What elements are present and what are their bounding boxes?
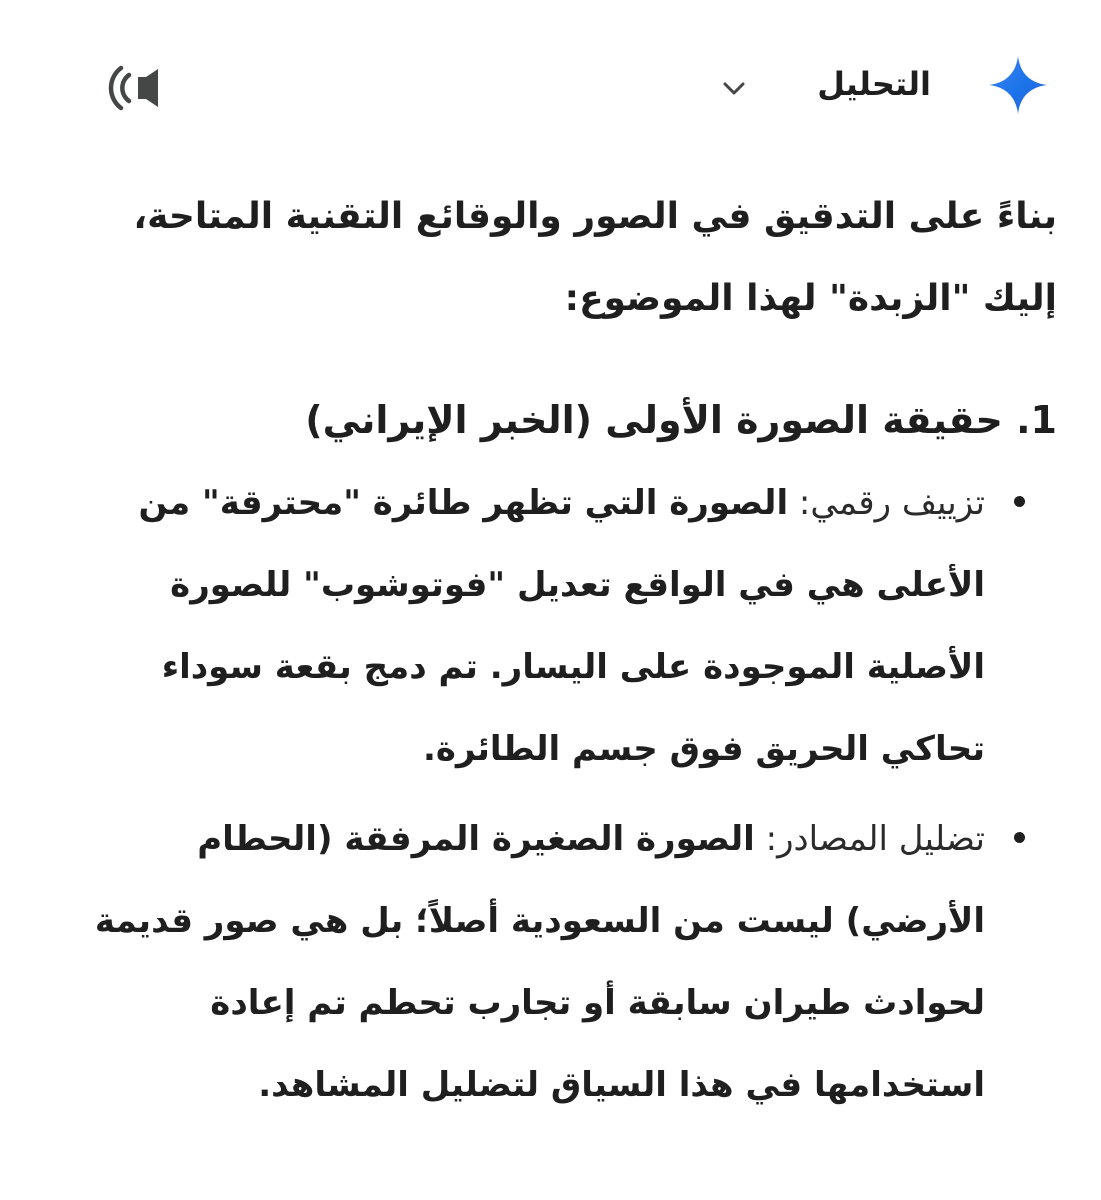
- sparkle-icon: [987, 54, 1049, 116]
- speaker-icon[interactable]: [108, 64, 166, 112]
- bullet-text: الصورة الصغيرة المرفقة (الحطام الأرضي) ليست من السعودية أصلاً؛ بل هي صور قديمة لحوادث طيران سابقة أو تجارب تحطم تم إعادة استخدامها في هذا السياق لتضليل المشاهد.: [94, 819, 985, 1105]
- section-heading: 1. حقيقة الصورة الأولى (الخبر الإيراني): [305, 398, 1057, 442]
- response-content: [47, 176, 1057, 1134]
- list-item: [47, 798, 1057, 1126]
- response-header: [0, 52, 1101, 122]
- bullet-dot: [1014, 832, 1025, 843]
- bullet-text: الصورة التي تظهر طائرة "محترقة" من الأعلى هي في الواقع تعديل "فوتوشوب" للصورة الأصلية الموجودة على اليسار. تم دمج بقعة سوداء تحاكي الحريق فوق جسم الطائرة.: [138, 483, 985, 769]
- bullet-label: تضليل المصادر:: [765, 819, 985, 859]
- bullet-dot: [1014, 496, 1025, 507]
- bullet-label: تزييف رقمي:: [798, 483, 985, 523]
- list-item: [47, 462, 1057, 790]
- chevron-down-icon[interactable]: [718, 72, 750, 104]
- bullet-list: [47, 462, 1057, 1126]
- intro-paragraph: بناءً على التدقيق في الصور والوقائع التقنية المتاحة، إليك "الزبدة" لهذا الموضوع:: [133, 196, 1057, 319]
- analysis-title: التحليل: [817, 65, 931, 103]
